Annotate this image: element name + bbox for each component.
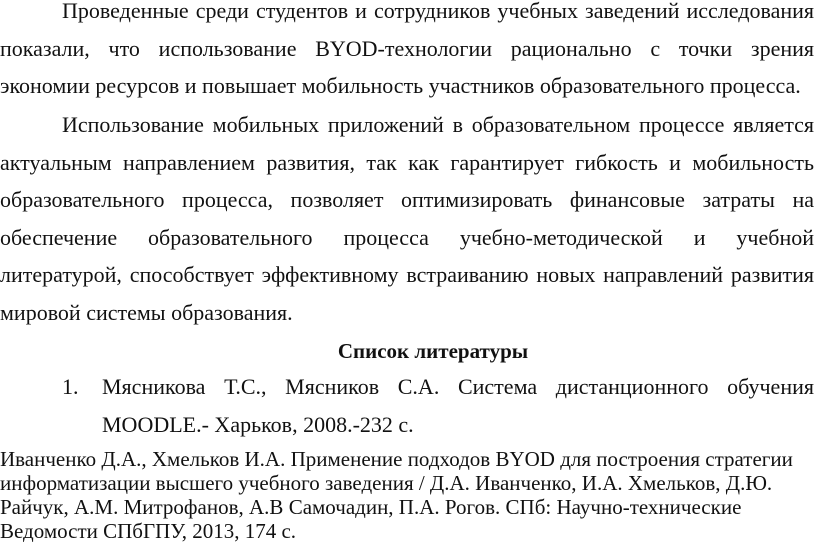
- reference-unnumbered: Иванченко Д.А., Хмельков И.А. Применение подходов BYOD для построения стратегии информатизации высшего учебного заведения / Д.А. Иванченко, И.А. Хмельков, Д.Ю. Райчук, А.М. Митрофанов, А.В Самочадин, П.А. Рогов. СПб: Научно-технические Ведомости СПбГПУ, 2013, 174 с.: [0, 447, 793, 543]
- body-paragraph-2: Использование мобильных приложений в образовательном процессе является актуальным направлением развития, так как гарантирует гибкость и мобильность образовательного процесса, позволяет оптимизировать финансовые затраты на обеспечение образовательного процесса учебно-методической и учебной литературой, способствует эффективному встраиванию новых направлений развития мировой системы образования.: [0, 112, 814, 325]
- reference-item-1: [62, 368, 814, 444]
- reference-line-1: Мясникова Т.С., Мясников С.А. Система дистанционного обучения: [102, 374, 814, 399]
- reference-number: 1.: [62, 374, 79, 399]
- body-paragraph-1: Проведенные среди студентов и сотрудников учебных заведений исследования показали, что использование BYOD-технологии рационально с точки зрения экономии ресурсов и повышает мобильность участников образовательного процесса.: [0, 0, 814, 98]
- references-heading: Список литературы: [337, 339, 529, 363]
- reference-line-2: MOODLE.- Харьков, 2008.-232 с.: [102, 412, 414, 437]
- reference-text: [102, 368, 814, 444]
